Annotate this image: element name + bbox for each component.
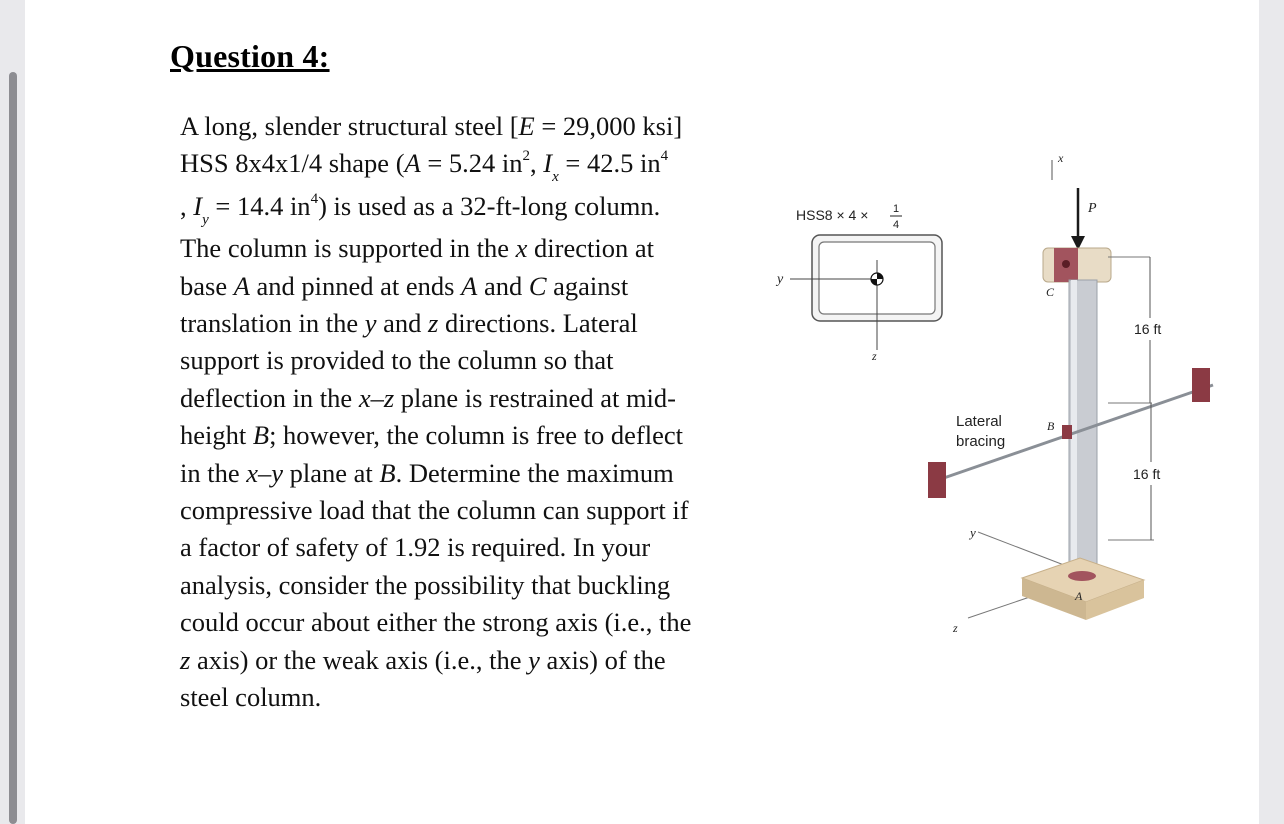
dim-lower-label: 16 ft	[1133, 466, 1161, 482]
problem-line: compressive load that the column can support if	[180, 495, 689, 526]
section-y-label: y	[777, 272, 784, 287]
point-b-label: B	[1047, 419, 1055, 433]
question-title: Question 4:	[170, 38, 330, 74]
section-label: HSS8 × 4 ×	[796, 207, 869, 223]
problem-line: a factor of safety of 1.92 is required. In your	[180, 532, 651, 563]
point-c-label: C	[1046, 285, 1055, 299]
problem-line: z axis) or the weak axis (i.e., the y axis) of the	[180, 644, 666, 675]
problem-line: deflection in the x–z plane is restrained at mid-	[180, 382, 676, 413]
brace-support-left	[928, 462, 946, 498]
problem-line: analysis, consider the possibility that buckling	[180, 569, 671, 600]
problem-line: steel column.	[180, 682, 322, 713]
load-label: P	[1088, 201, 1097, 216]
x-axis-label: x	[1058, 151, 1064, 165]
problem-line: height B; however, the column is free to deflect	[180, 420, 684, 451]
problem-statement	[180, 108, 717, 717]
top-pin	[1062, 260, 1070, 268]
problem-line: base A and pinned at ends A and C against	[180, 270, 629, 301]
problem-line: in the x–y plane at B. Determine the maximum	[180, 457, 674, 488]
problem-line: could occur about either the strong axis (i.e., the	[180, 607, 692, 638]
y-axis-label: y	[970, 525, 976, 540]
section-z-label: z	[872, 349, 877, 363]
problem-line: A long, slender structural steel [E = 29,000 ksi]	[180, 111, 683, 141]
bracing-label-line2: bracing	[956, 433, 1006, 450]
fraction-numerator: 1	[893, 203, 900, 215]
scrollbar[interactable]	[9, 72, 17, 824]
z-axis-label: z	[953, 621, 958, 635]
dim-upper-label: 16 ft	[1134, 321, 1162, 337]
brace-support-right	[1192, 368, 1210, 402]
bracing-label-line1: Lateral	[956, 413, 1002, 430]
base-pin	[1068, 571, 1096, 581]
column-figure	[760, 140, 1230, 660]
problem-line: , $I_y = 14.4$ $in^4$) is used as a 32-ft-long column.	[180, 190, 661, 228]
document-page	[25, 0, 1259, 824]
problem-line: translation in the y and z directions. Lateral	[180, 308, 638, 339]
fraction-denominator: 4	[893, 219, 900, 231]
problem-line: support is provided to the column so that	[180, 345, 614, 376]
point-a-label: A	[1075, 589, 1083, 603]
problem-line: HSS 8x4x1/4 shape (A = 5.24 $in^2$, $I_x = 42.5$ $in^4$	[180, 148, 669, 186]
brace-clamp	[1062, 425, 1072, 439]
problem-line: The column is supported in the x direction at	[180, 233, 654, 264]
